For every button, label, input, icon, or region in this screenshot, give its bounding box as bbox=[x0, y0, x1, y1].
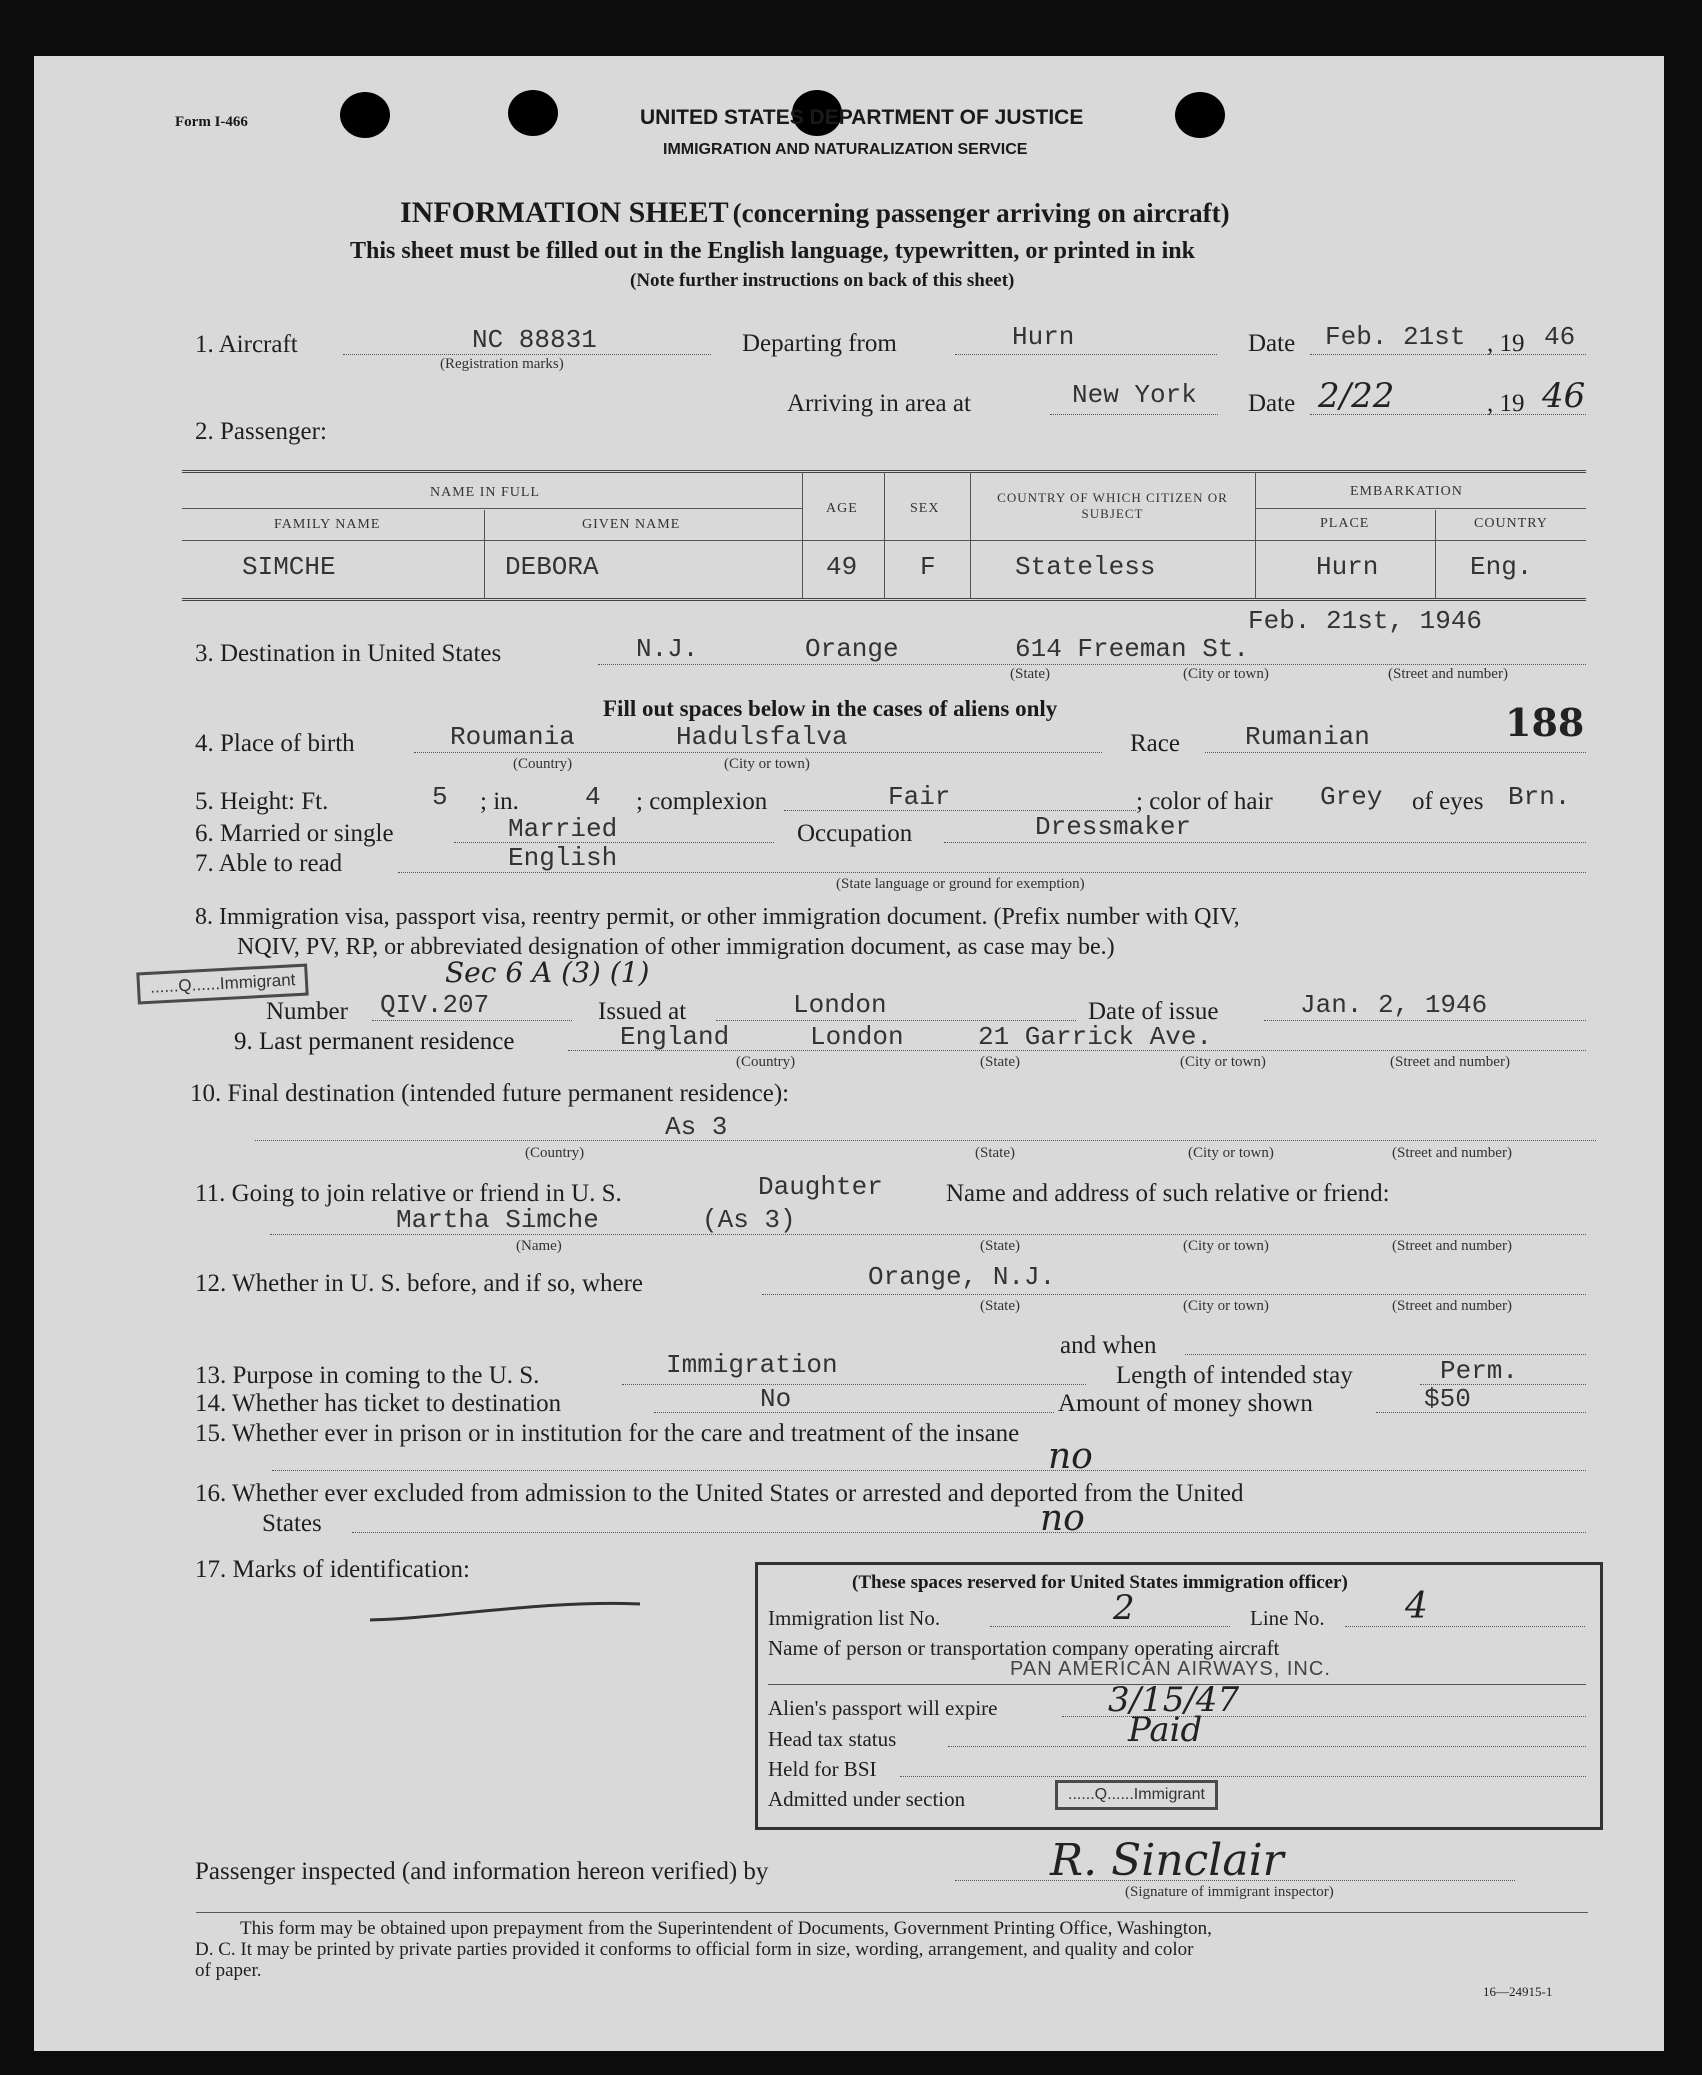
th-country-citizen: COUNTRY OF WHICH CITIZEN OR SUBJECT bbox=[997, 490, 1228, 521]
complexion-value: Fair bbox=[888, 782, 951, 812]
number-mark: 188 bbox=[1505, 700, 1585, 745]
cell-sex: F bbox=[920, 552, 936, 582]
before-label: 12. Whether in U. S. before, and if so, where bbox=[195, 1270, 644, 1297]
when-label: and when bbox=[1060, 1332, 1157, 1359]
relative-name: Martha Simche bbox=[396, 1205, 599, 1235]
arr-year-prefix: , 19 bbox=[1487, 390, 1525, 417]
dep-date-value: Feb. 21st bbox=[1325, 322, 1466, 352]
visa-number: QIV.207 bbox=[380, 990, 490, 1020]
cell-place: Hurn bbox=[1316, 552, 1379, 582]
stay-label: Length of intended stay bbox=[1116, 1362, 1353, 1389]
ticket-label: 14. Whether has ticket to destination bbox=[195, 1390, 562, 1417]
eyes-value: Brn. bbox=[1508, 782, 1571, 812]
punch-hole-icon bbox=[508, 90, 558, 136]
occupation-label: Occupation bbox=[797, 820, 913, 847]
residence-street: 21 Garrick Ave. bbox=[978, 1022, 1213, 1052]
final-dest-label: 10. Final destination (intended future permanent residence): bbox=[190, 1080, 790, 1107]
dep-year: 46 bbox=[1544, 322, 1576, 352]
destination-city: Orange bbox=[805, 634, 899, 664]
list-no-value: 2 bbox=[1113, 1588, 1135, 1628]
th-given-name: GIVEN NAME bbox=[582, 517, 681, 532]
passport-value: 3/15/47 bbox=[1108, 1680, 1240, 1720]
prison-value: no bbox=[1048, 1436, 1093, 1477]
relative-label: 11. Going to join relative or friend in U. S. bbox=[195, 1180, 622, 1207]
footer-line1: This form may be obtained upon prepayment from the Superintendent of Documents, Government Printing Office, Washington, bbox=[240, 1918, 1212, 1939]
passport-label: Alien's passport will expire bbox=[768, 1696, 998, 1720]
officer-box-title: (These spaces reserved for United States immigration officer) bbox=[852, 1572, 1348, 1593]
form-number: Form I-466 bbox=[175, 114, 248, 130]
title-main: INFORMATION SHEET bbox=[400, 196, 729, 229]
th-family-name: FAMILY NAME bbox=[274, 517, 381, 532]
race-value: Rumanian bbox=[1245, 722, 1370, 752]
occupation-value: Dressmaker bbox=[1035, 812, 1192, 842]
dep-year-prefix: , 19 bbox=[1487, 330, 1525, 357]
destination-street: 614 Freeman St. bbox=[1015, 634, 1250, 664]
bef-sub-city: (City or town) bbox=[1183, 1298, 1269, 1314]
fd-sub-state: (State) bbox=[975, 1145, 1015, 1161]
purpose-label: 13. Purpose in coming to the U. S. bbox=[195, 1362, 540, 1389]
height-label: 5. Height: Ft. bbox=[195, 788, 329, 815]
res-sub-street: (Street and number) bbox=[1390, 1054, 1510, 1070]
fd-sub-country: (Country) bbox=[525, 1145, 585, 1161]
line-no-label: Line No. bbox=[1250, 1606, 1325, 1630]
destination-state: N.J. bbox=[636, 634, 699, 664]
destination-annotation: Feb. 21st, 1946 bbox=[1248, 606, 1483, 636]
hair-label: ; color of hair bbox=[1136, 788, 1273, 815]
before-value: Orange, N.J. bbox=[868, 1262, 1056, 1292]
height-in: 4 bbox=[585, 782, 601, 812]
res-sub-city: (City or town) bbox=[1180, 1054, 1266, 1070]
aircraft-label: 1. Aircraft bbox=[195, 331, 298, 358]
money-label: Amount of money shown bbox=[1058, 1390, 1313, 1417]
dep-date-label: Date bbox=[1248, 330, 1296, 357]
footer-code: 16—24915-1 bbox=[1483, 1984, 1553, 1999]
relation-value: Daughter bbox=[758, 1172, 883, 1202]
birth-city: Hadulsfalva bbox=[676, 722, 848, 752]
visa-number-label: Number bbox=[266, 998, 348, 1025]
inspection-sub: (Signature of immigrant inspector) bbox=[1125, 1884, 1334, 1900]
passenger-label: 2. Passenger: bbox=[195, 418, 327, 445]
rel-sub-street: (Street and number) bbox=[1392, 1238, 1512, 1254]
punch-hole-icon bbox=[340, 92, 390, 138]
money-value: $50 bbox=[1424, 1384, 1471, 1414]
arr-date-label: Date bbox=[1248, 390, 1296, 417]
res-sub-country: (Country) bbox=[736, 1054, 796, 1070]
th-embarkation: EMBARKATION bbox=[1350, 484, 1463, 499]
instruction-line: This sheet must be filled out in the English language, typewritten, or printed in ink bbox=[350, 238, 1195, 264]
departing-value: Hurn bbox=[1012, 322, 1075, 352]
visa-line2: NQIV, PV, RP, or abbreviated designation of other immigration document, as case may be.) bbox=[237, 934, 1115, 960]
res-sub-state: (State) bbox=[980, 1054, 1020, 1070]
excluded-value: no bbox=[1040, 1498, 1085, 1539]
issue-date: Jan. 2, 1946 bbox=[1300, 990, 1488, 1020]
fd-sub-street: (Street and number) bbox=[1392, 1145, 1512, 1161]
excluded-line1: 16. Whether ever excluded from admission to the United States or arrested and deported from the United bbox=[195, 1480, 1244, 1507]
excluded-line2: States bbox=[262, 1510, 322, 1537]
th-sex: SEX bbox=[910, 501, 940, 516]
rel-sub-state: (State) bbox=[980, 1238, 1020, 1254]
residence-state: London bbox=[810, 1022, 904, 1052]
height-in-label: ; in. bbox=[480, 788, 519, 815]
dest-sub-state: (State) bbox=[1010, 666, 1050, 682]
tax-value: Paid bbox=[1128, 1710, 1203, 1750]
cell-age: 49 bbox=[826, 552, 858, 582]
service-name: IMMIGRATION AND NATURALIZATION SERVICE bbox=[663, 141, 1028, 158]
admitted-stamp: ......Q......Immigrant bbox=[1055, 1780, 1218, 1810]
rel-sub-city: (City or town) bbox=[1183, 1238, 1269, 1254]
bef-sub-state: (State) bbox=[980, 1298, 1020, 1314]
visa-line1: 8. Immigration visa, passport visa, reentry permit, or other immigration document. (Prefix number with QIV, bbox=[195, 904, 1240, 930]
ticket-value: No bbox=[760, 1384, 792, 1414]
punch-hole-icon bbox=[1175, 92, 1225, 138]
read-value: English bbox=[508, 843, 618, 873]
th-age: AGE bbox=[826, 501, 858, 516]
immigrant-stamp: ......Q......Immigrant bbox=[136, 964, 309, 1005]
footer-line3: of paper. bbox=[195, 1960, 262, 1981]
marks-label: 17. Marks of identification: bbox=[195, 1556, 470, 1583]
arriving-value: New York bbox=[1072, 380, 1197, 410]
hair-value: Grey bbox=[1320, 782, 1383, 812]
issue-date-label: Date of issue bbox=[1088, 998, 1219, 1025]
dest-sub-street: (Street and number) bbox=[1388, 666, 1508, 682]
line-no-value: 4 bbox=[1405, 1586, 1428, 1627]
cell-family-name: SIMCHE bbox=[242, 552, 336, 582]
tax-label: Head tax status bbox=[768, 1727, 897, 1751]
aircraft-sub: (Registration marks) bbox=[440, 356, 564, 372]
dest-sub-city: (City or town) bbox=[1183, 666, 1269, 682]
admitted-label: Admitted under section bbox=[768, 1787, 966, 1811]
operator-value: PAN AMERICAN AIRWAYS, INC. bbox=[1010, 1658, 1331, 1680]
arr-date-value: 2/22 bbox=[1318, 376, 1395, 416]
birth-sub-country: (Country) bbox=[513, 756, 573, 772]
residence-label: 9. Last permanent residence bbox=[234, 1028, 515, 1055]
operator-label: Name of person or transportation company operating aircraft bbox=[768, 1636, 1280, 1660]
aircraft-value: NC 88831 bbox=[472, 325, 597, 355]
cell-country: Eng. bbox=[1470, 552, 1533, 582]
read-label: 7. Able to read bbox=[195, 850, 343, 877]
marks-dash-stroke bbox=[365, 1590, 645, 1630]
stay-value: Perm. bbox=[1440, 1356, 1519, 1386]
cell-citizenship: Stateless bbox=[1015, 552, 1156, 582]
list-no-label: Immigration list No. bbox=[768, 1606, 941, 1630]
birth-sub-city: (City or town) bbox=[724, 756, 810, 772]
height-ft: 5 bbox=[432, 782, 448, 812]
destination-label: 3. Destination in United States bbox=[195, 640, 502, 667]
departing-label: Departing from bbox=[742, 330, 897, 357]
complexion-label: ; complexion bbox=[636, 788, 768, 815]
eyes-label: of eyes bbox=[1412, 788, 1484, 815]
bef-sub-street: (Street and number) bbox=[1392, 1298, 1512, 1314]
aliens-heading: Fill out spaces below in the cases of aliens only bbox=[603, 696, 1058, 721]
race-label: Race bbox=[1130, 730, 1180, 757]
birth-label: 4. Place of birth bbox=[195, 730, 355, 757]
relative-addr: (As 3) bbox=[702, 1205, 796, 1235]
rel-sub-name: (Name) bbox=[516, 1238, 562, 1254]
birth-country: Roumania bbox=[450, 722, 575, 752]
th-emb-country: COUNTRY bbox=[1474, 516, 1548, 531]
relative-name-label: Name and address of such relative or friend: bbox=[946, 1180, 1390, 1207]
arr-year: 46 bbox=[1542, 376, 1586, 416]
bsi-label: Held for BSI bbox=[768, 1757, 877, 1781]
cell-given-name: DEBORA bbox=[505, 552, 599, 582]
purpose-value: Immigration bbox=[666, 1350, 838, 1380]
marital-value: Married bbox=[508, 814, 618, 844]
inspector-signature: R. Sinclair bbox=[1050, 1835, 1284, 1886]
th-name-in-full: NAME IN FULL bbox=[430, 485, 540, 500]
residence-country: England bbox=[620, 1022, 730, 1052]
prison-label: 15. Whether ever in prison or in institution for the care and treatment of the insane bbox=[195, 1420, 1020, 1447]
page-title bbox=[400, 196, 1230, 230]
issued-label: Issued at bbox=[598, 998, 687, 1025]
inspection-label: Passenger inspected (and information hereon verified) by bbox=[195, 1858, 769, 1885]
fd-sub-city: (City or town) bbox=[1188, 1145, 1274, 1161]
marital-label: 6. Married or single bbox=[195, 820, 394, 847]
read-sub: (State language or ground for exemption) bbox=[836, 876, 1085, 892]
arriving-label: Arriving in area at bbox=[787, 390, 971, 417]
title-paren: (concerning passenger arriving on aircraft) bbox=[732, 198, 1230, 228]
note-line: (Note further instructions on back of this sheet) bbox=[630, 270, 1015, 291]
final-dest-value: As 3 bbox=[665, 1112, 728, 1142]
th-place: PLACE bbox=[1320, 516, 1370, 531]
section-note: Sec 6 A (3) (1) bbox=[445, 956, 650, 989]
footer-line2: D. C. It may be printed by private parties provided it conforms to official form in size, wording, arrangement, and quality and color bbox=[195, 1939, 1194, 1960]
issued-value: London bbox=[793, 990, 887, 1020]
department-name: UNITED STATES DEPARTMENT OF JUSTICE bbox=[640, 106, 1084, 129]
